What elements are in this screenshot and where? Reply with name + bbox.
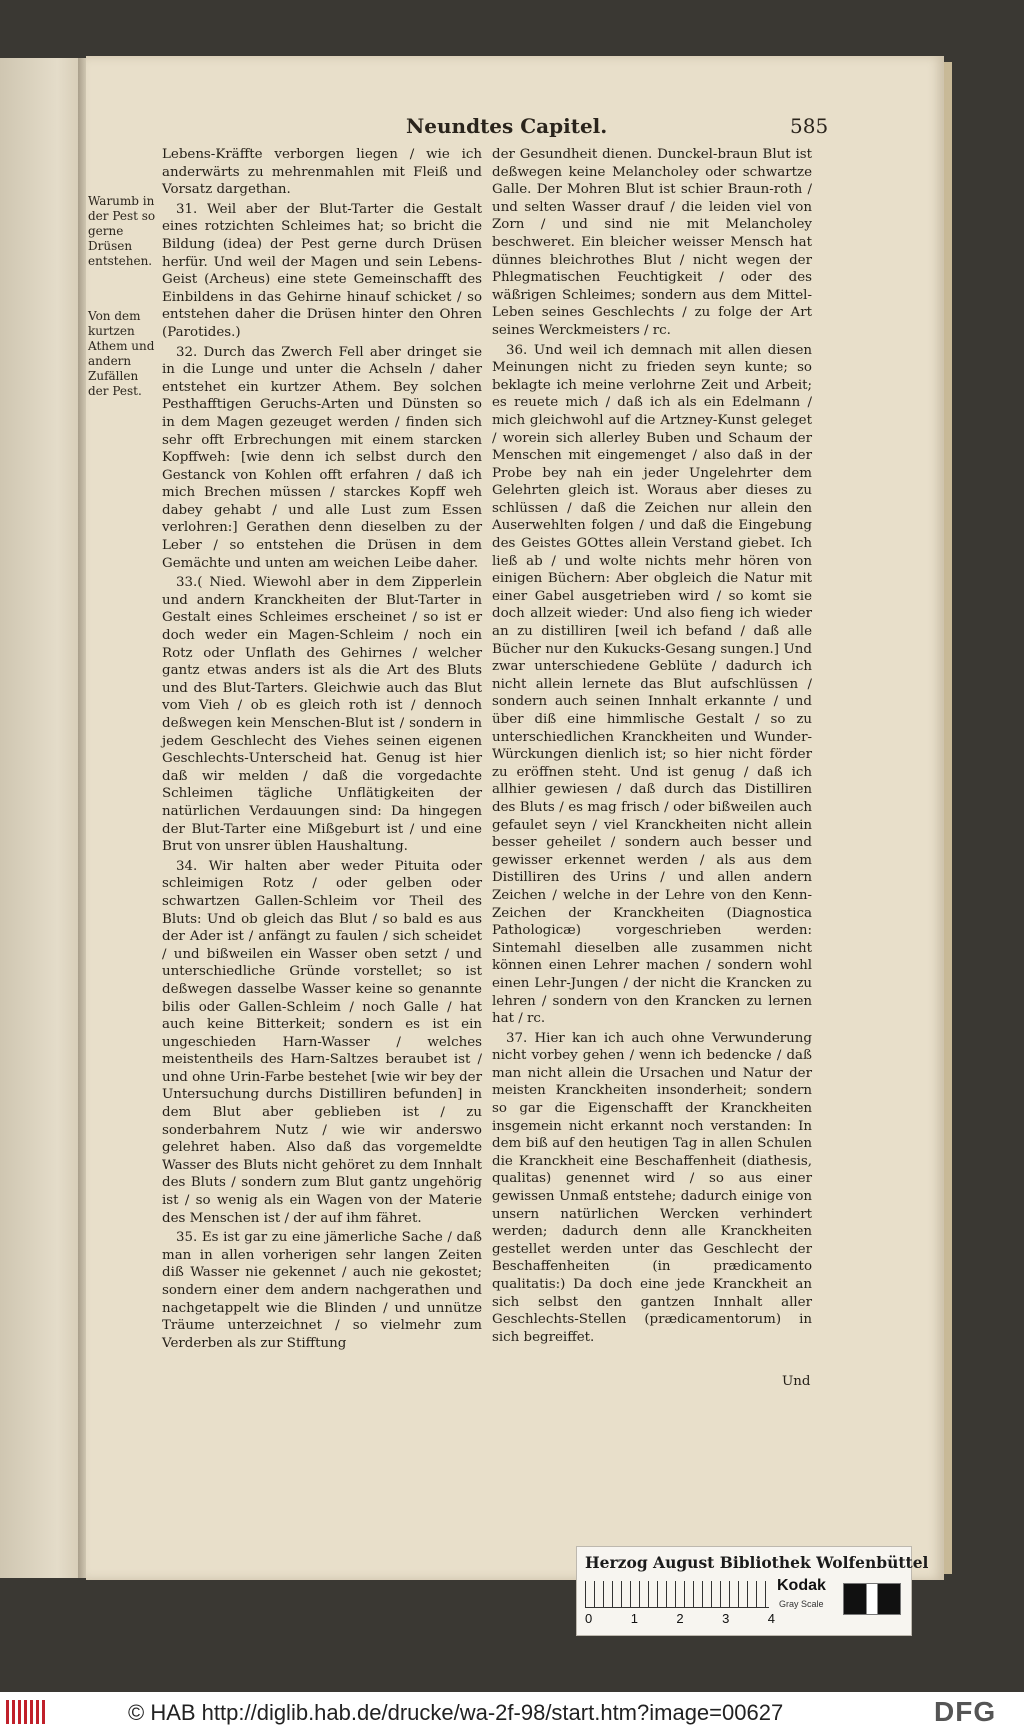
ruler-number: 1 <box>630 1611 638 1626</box>
scale-ruler <box>585 1581 769 1608</box>
paragraph: 36. Und weil ich demnach mit allen diesen Meinungen nicht zu frieden seyn kunte; so beklagte ich meine verlohrne Zeit und Arbeit; es reuete mich / daß ich als ein Edelmann / mich gleichwohl auf die Artzney-Kunst geleget / worein sich allerley Buben und Schaum der Menschen mit eingemenget / also daß in der Probe bey nah ein jeder Ungelehrter dem Gelehrten gleich ist. Woraus aber dieses zu schlüssen / daß die Zeichen nur allein den Auserwehlten folgen / und daß die Eingebung des Geistes GOttes allein Verstand giebet. Ich ließ ab / und wolte nichts mehr hören von einigen Büchern: Aber obgleich die Natur mit einer Gabel ausgetrieben wird / so komt sie doch allzeit wieder: Und also fieng ich wieder an zu distilliren [weil ich befand / daß alle Bücher nur den Kukucks-Gesang sungen.] Und zwar unterschiedene Geblüte / dadurch ich nicht allein lernete das Blut aufschlüssen / sondern auch seinen Innhalt erkannte / und über diß eine himmlische Gestalt / so zu unterschiedlichen Kranckheiten und Wunder-Würckungen dienlich ist; so hier nicht förder zu eröffnen steht. Und ist genug / daß ich allhier gewiesen / daß durch das Distilliren des Bluts / es mag frisch / oder bißweilen auch gefaulet seyn / viel Kranckheiten nicht allein besser geheilet / sondern auch besser und gewisser erkennet werden / als aus dem Distilliren des Urins / und allen andern Zeichen / welche in der Lehre von den Kenn-Zeichen der Kranckheiten (Diagnostica Pathologicæ) vorgeschrieben werden: Sintemahl dieselben alle zusammen nicht können einen Lehrer machen / sondern wohl einen Lehr-Jungen / der nicht die Krancken zu lehren / sondern von den Krancken zu lernen hat / rc. <box>492 342 812 1027</box>
running-head: Neundtes Capitel. <box>406 114 608 138</box>
page-number: 585 <box>790 114 829 138</box>
catchword: Und <box>782 1374 811 1389</box>
ruler-number: 4 <box>767 1611 775 1626</box>
page-edge <box>944 62 952 1574</box>
footer-bar <box>0 1692 1024 1732</box>
left-adjacent-page <box>0 58 82 1578</box>
library-color-card <box>576 1546 929 1636</box>
margin-note: Von dem kurtzen Athem und andern Zufällen der Pest. <box>88 309 155 398</box>
source-credit-link[interactable]: © HAB http://diglib.hab.de/drucke/wa-2f-98/start.htm?image=00627 <box>128 1700 784 1725</box>
gray-scale-swatch <box>843 1583 901 1615</box>
ruler-number: 2 <box>676 1611 684 1626</box>
paragraph: der Gesundheit dienen. Dunckel-braun Blut ist deßwegen keine Melancholey oder schwartze Galle. Der Mohren Blut ist schier Braun-roth / und selten Wasser drauf / die leiden viel von Zorn / und sind nie mit Melancholey beschweret. Ein bleicher weisser Mensch hat dünnes bleichrothes Blut / nicht wegen der Phlegmatischen Feuchtigkeit / oder des wäßrigen Schleimes; sondern aus dem Mittel-Leben seines Geschlechts / zu folge der Art seines Werckmeisters / rc. <box>492 147 812 338</box>
library-name: Herzog August Bibliothek Wolfenbüttel <box>585 1553 929 1572</box>
margin-notes <box>88 194 158 439</box>
ruler-number: 0 <box>585 1611 593 1626</box>
ruler-numbers <box>585 1611 775 1627</box>
text-column-right <box>492 146 812 1348</box>
text-column-left <box>162 146 482 1354</box>
margin-note: Warumb in der Pest so gerne Drüsen entstehen. <box>88 194 156 268</box>
ruler-number: 3 <box>722 1611 730 1626</box>
paragraph: 34. Wir halten aber weder Pituita oder schleimigen Rotz / oder gelben oder schwartzen Gallen-Schleim vor Theil des Bluts: Und ob gleich das Blut / so bald es aus der Ader ist / anfängt zu faulen / sich scheidet / und bißweilen ein Wasser oben setzt / und unterschiedliche Gründe vorstellet; so ist deßwegen dasselbe Wasser keine so genannte bilis oder Gallen-Schleim / noch Galle / hat auch keine Bitterkeit; sondern es ist ein ungeschieden Harn-Wasser / welches meistentheils des Harn-Saltzes beraubet ist / und ohne Urin-Farbe bestehet [wie wir bey der Untersuchung durchs Distilliren befunden] in dem Blut aber geblieben ist / zu sonderbahrem Nutz / wie wir anderswo gelehret haben. Also daß das vorgemeldte Wasser des Bluts nicht gehöret zu dem Innhalt des Bluts / sondern zum Blut gantz ungehörig ist / so wenig als ein Wagen von der Materie des Menschen ist / der auf ihm fähret. <box>162 858 482 1226</box>
book-page <box>86 56 944 1580</box>
paragraph: 32. Durch das Zwerch Fell aber dringet sie in die Lunge und unter die Achseln / daher entstehet ein kurtzer Athem. Bey solchen Pesthafftigen Geruchs-Arten und Dünsten so in dem Magen gezeuget werden / finden sich sehr offt Erbrechungen mit einem starcken Kopffweh: [wie denn ich selbst durch den Gestanck von Kohlen offt erfahren / daß ich mich Brechen müssen / starckes Kopff weh dabey gehabt / und alle Lust zum Essen verlohren:] Gerathen denn dieselben zu der Leber / so entstehen die Drüsen in dem Gemächte und unten am weichen Leibe daher. <box>162 344 482 571</box>
paragraph: 35. Es ist gar zu eine jämerliche Sache / daß man in allen vorherigen sehr langen Zeiten diß Wasser nie gekennet / auch nie gekostet; sondern einer dem andern nachgerathen und nachgetappelt wie die Blinden / und unnütze Träume unterzeichnet / so vielmehr zum Verderben als zur Stifftung <box>162 1230 482 1351</box>
paragraph: Lebens-Kräffte verborgen liegen / wie ich anderwärts zu mehrenmahlen mit Fleiß und Vorsatz dargethan. <box>162 147 482 198</box>
paragraph: 31. Weil aber der Blut-Tarter die Gestalt eines rotzichten Schleimes hat; so bricht die Bildung (idea) der Pest gerne durch Drüsen herfür. Und weil der Magen und sein Lebens-Geist (Archeus) eine stete Gemeinschafft des Einbildens in das Gehirne hinauf schicket / so entstehen daher die Drüsen hinter den Ohren (Parotides.) <box>162 201 482 340</box>
paragraph: 37. Hier kan ich auch ohne Verwunderung nicht vorbey gehen / wenn ich bedencke / daß man nicht allein die Ursachen und Natur der meisten Kranckheiten insonderheit; sondern so gar die Eigenschafft der Kranckheiten insgemein nicht erkannt noch verstanden: In dem biß auf den heutigen Tag in allen Schulen die Kranckheit eine Beschaffenheit (diathesis, qualitas) genennet wird / so aus einer gewissen Unmaß entstehe; dadurch einige von unsern natürlichen Wercken verhindert werden; dadurch denn alle Kranckheiten gestellet werden unter das Geschlecht der Beschaffenheiten (in prædicamento qualitatis:) Da doch eine jede Kranckheit an sich selbst den gantzen Innhalt aller Geschlechts-Stellen (prædicamentorum) in sich begreiffet. <box>492 1030 812 1345</box>
dfg-logo: DFG <box>934 1696 997 1727</box>
paragraph: 33.( Nied. Wiewohl aber in dem Zipperlein und andern Kranckheiten der Blut-Tarter in Gestalt eines Schleimes erscheinet / so ist er doch weder ein Magen-Schleim / noch ein Rotz oder Unflath des Gehirnes / welcher gantz etwas anders ist als die Art des Bluts und des Blut-Tarters. Gleichwie auch das Blut vom Vieh / ob es gleich roth ist / dennoch deßwegen kein Menschen-Blut ist / sondern in jedem Geschlecht des Viehes seinen eigenen Geschlechts-Unterscheid hat. Genug ist hier daß wir melden / daß die vorgedachte Schleimen tägliche Unflätigkeiten der natürlichen Verdauungen sind: Da hingegen der Blut-Tarter eine Mißgeburt ist / und eine Brut von unsrer üblen Haushaltung. <box>162 575 482 855</box>
hab-logo-icon <box>6 1700 46 1724</box>
page-header <box>86 114 944 144</box>
gray-scale-label: Gray Scale <box>779 1599 824 1609</box>
kodak-logo: Kodak <box>777 1577 826 1594</box>
